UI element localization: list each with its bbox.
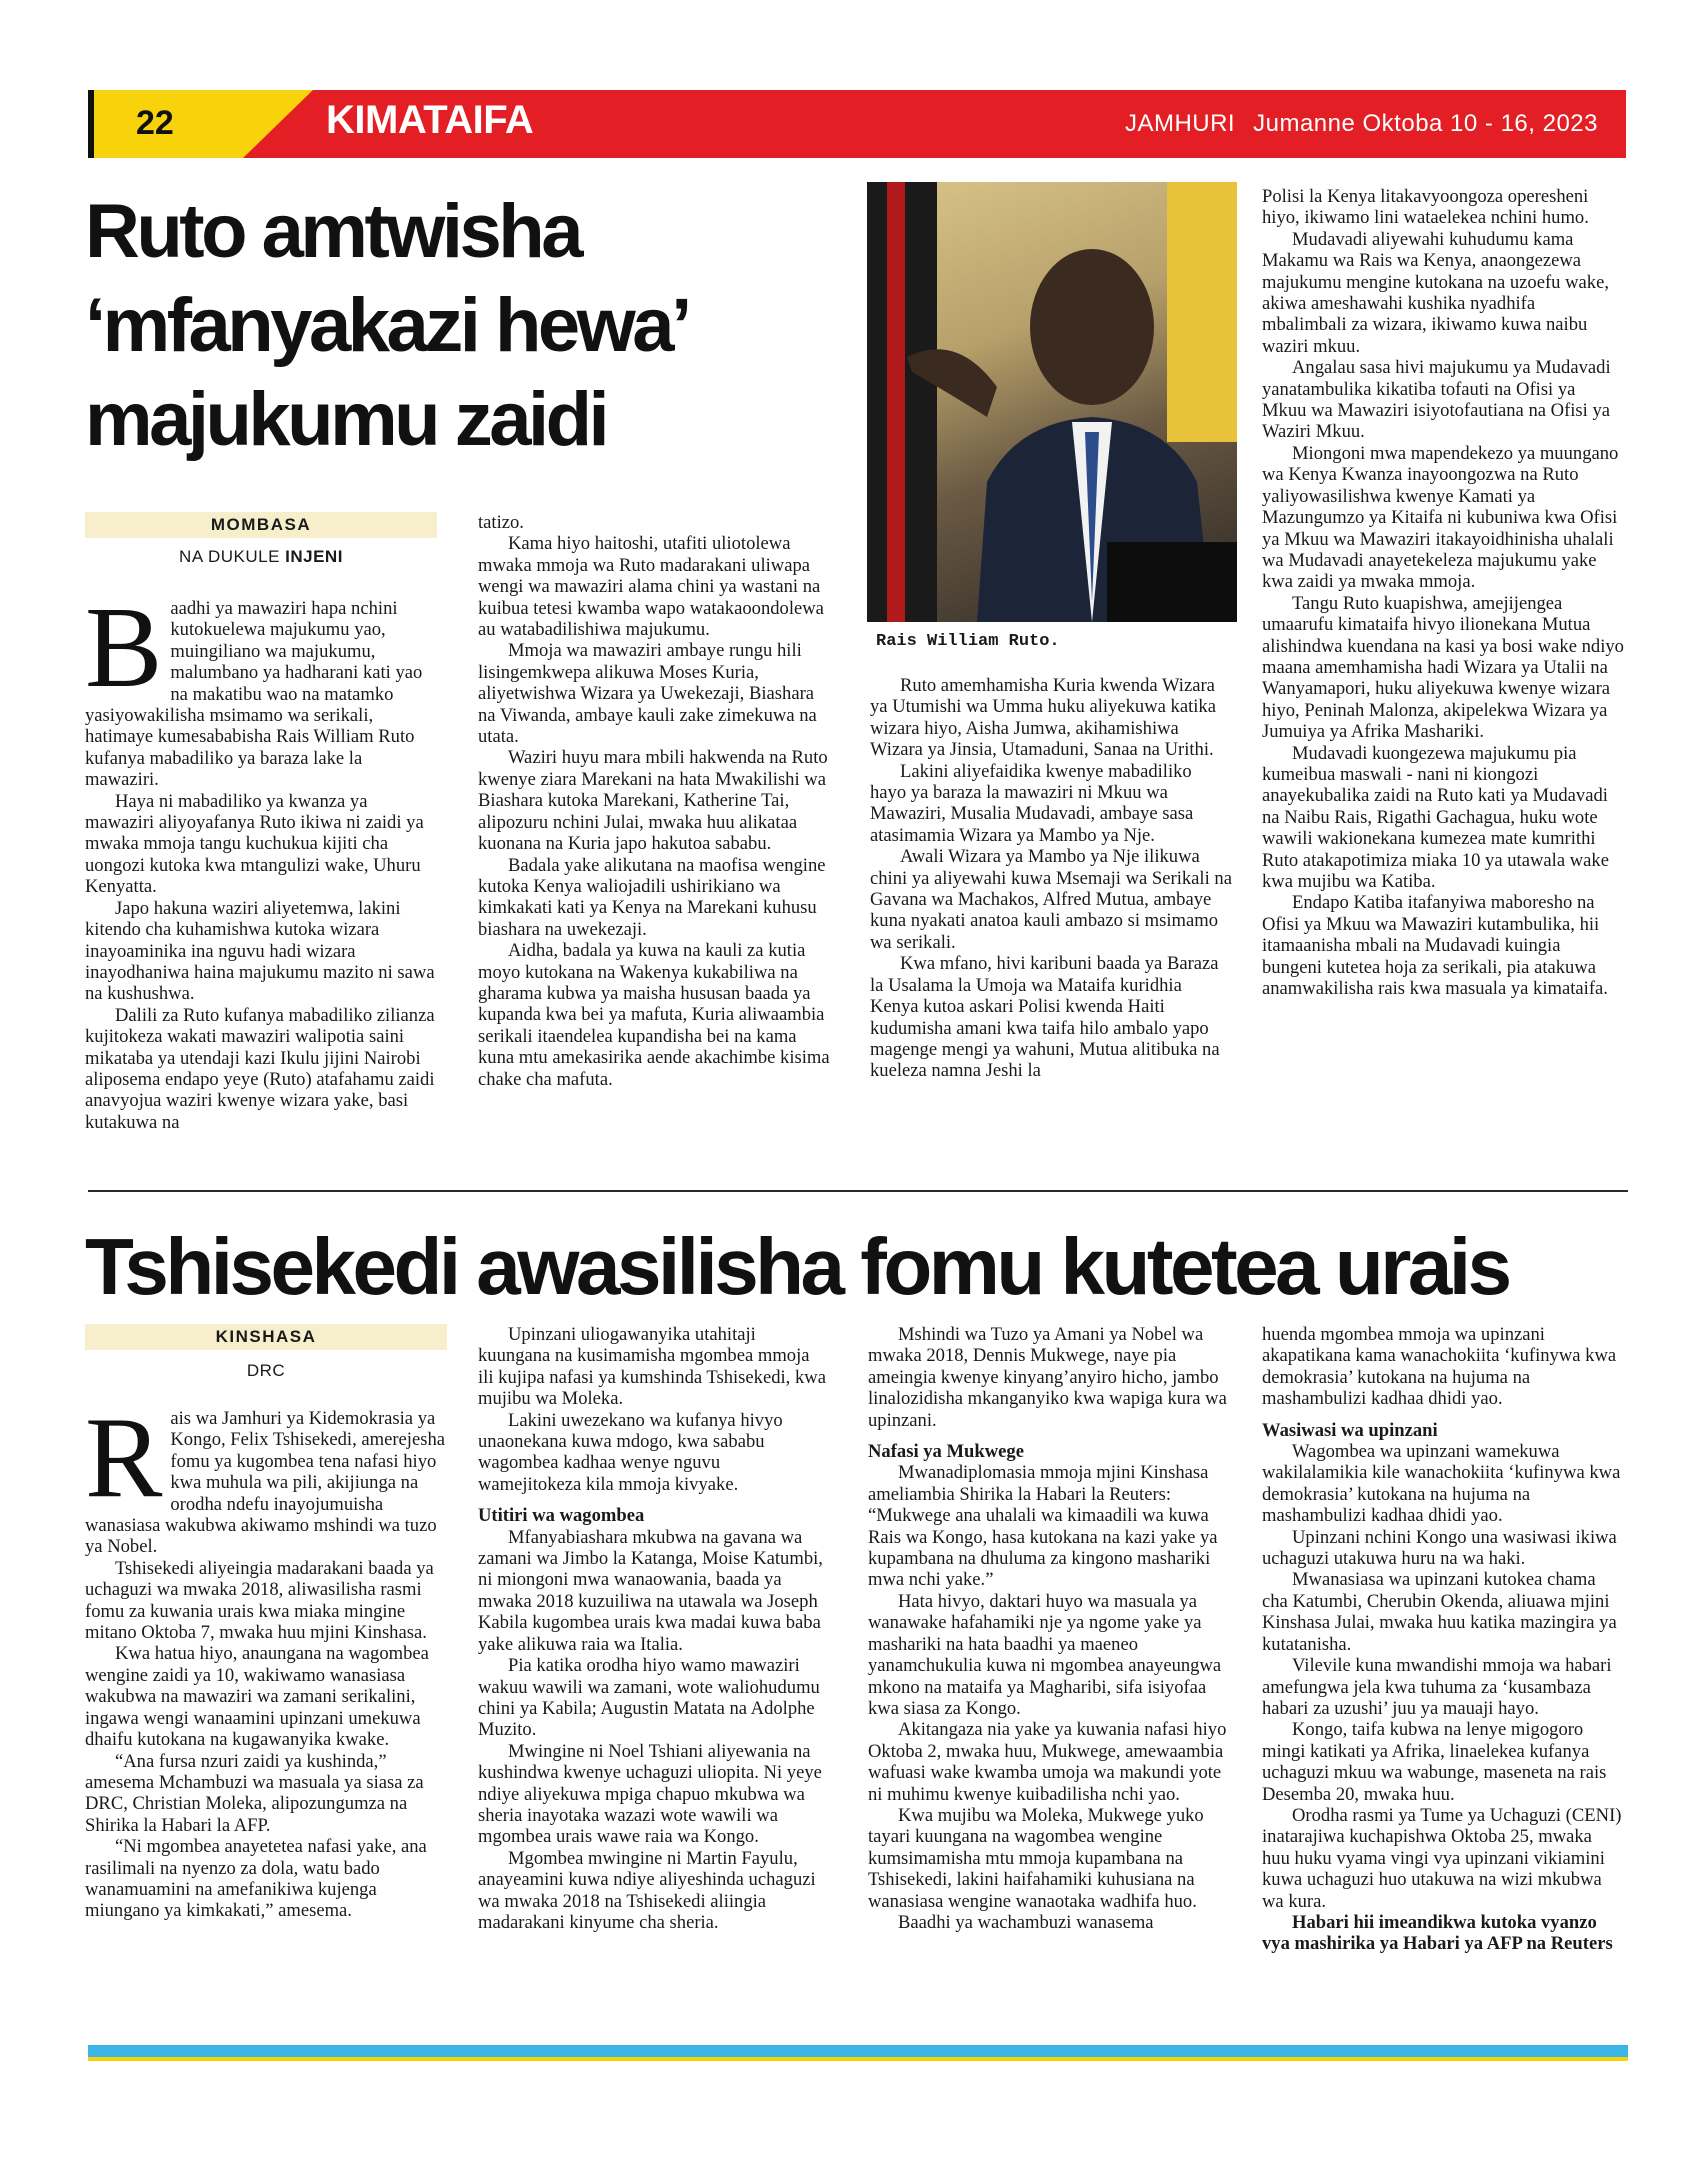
background-gold — [1167, 182, 1237, 442]
footer-bar — [88, 2045, 1628, 2057]
article1-column-4 — [1262, 186, 1624, 999]
flag-red — [887, 182, 905, 622]
paragraph: Miongoni mwa mapendekezo ya muungano wa Kenya Kwanza inayoongozwa na Ruto yaliyowasilishwa kwenye Kamati ya Mazungumzo ya Kitaifa ni kubuniwa kwa Ofisi ya Mkuu wa Mawaziri itakayoidhinisha uhalali wa Mudavadi anayetekeleza majukumu yake kwa zaidi ya mwaka mmoja. — [1262, 442, 1619, 593]
article1-dropcap: B — [85, 584, 163, 712]
paragraph: Upinzani nchini Kongo una wasiwasi ikiwa uchaguzi utakuwa huru na wa haki. — [1262, 1526, 1617, 1570]
subheading: Wasiwasi wa upinzani — [1262, 1419, 1438, 1441]
paragraph: tatizo. — [478, 512, 524, 533]
article2-column-4 — [1262, 1324, 1624, 1955]
paragraph: ais wa Jamhuri ya Kidemokrasia ya Kongo, Felix Tshisekedi, amerejesha fomu ya kugombea tena nafasi hiyo kwa muhula wa pili, akijiunga na orodha ndefu inayojumuisha wanasiasa wakubwa akiwamo mshindi wa tuzo ya Nobel. — [85, 1408, 445, 1558]
portrait-illustration — [867, 182, 1237, 622]
laptop-shape — [1107, 542, 1237, 622]
paragraph: Mudavadi aliyewahi kuhudumu kama Makamu wa Rais wa Kenya, anaongezewa majukumu mengine kutokana na uzoefu wake, akiwa ameshawahi kushika nyadhifa mbalimbali za wizara, ikiwamo kuwa naibu waziri mkuu. — [1262, 228, 1609, 357]
page-header — [88, 90, 1626, 158]
page-number: 22 — [136, 104, 174, 142]
paragraph: Tangu Ruto kuapishwa, amejijengea umaarufu kimataifa hivyo ilionekana Mutua alishindwa kuendana na kasi ya bosi wake ndiyo maana amemhamisha hadi Wizara ya Utalii na Wanyamapori, huku aliyekuwa kwenye wizara hiyo, Peninah Malonza, akipelekwa Wizara ya Jumuiya ya Afrika Mashariki. — [1262, 592, 1624, 743]
paragraph: Mfanyabiashara mkubwa na gavana wa zamani wa Jimbo la Katanga, Moise Katumbi, ni miongoni mwa wanaowania, baada ya mwaka 2018 kuzuiliwa na utawala wa Joseph Kabila kugombea urais kwa madai kuwa baba yake alikuwa raia wa Italia. — [478, 1526, 823, 1655]
source-credit: Habari hii imeandikwa kutoka vyanzo vya mashirika ya Habari ya AFP na Reuters — [1262, 1911, 1613, 1955]
paragraph: Badala yake alikutana na maofisa wengine kutoka Kenya waliojadili ushirikiano wa kimkakati kati ya Kenya na Marekani kuhusu biashara na uwekezaji. — [478, 854, 826, 940]
paragraph: Awali Wizara ya Mambo ya Nje ilikuwa chini ya aliyewahi kuwa Msemaji wa Serikali na Gavana wa Machakos, Alfred Mutua, ambaye kuna nyakati anatoa kauli ambazo si msimamo wa serikali. — [870, 846, 1232, 953]
paragraph: Tshisekedi aliyeingia madarakani baada ya uchaguzi wa mwaka 2018, aliwasilisha rasmi fomu za kuwania urais kwa miaka mingine mitano Oktoba 7, mwaka huu mjini Kinshasa. — [85, 1557, 434, 1644]
paragraph: Polisi la Kenya litakavyoongoza operesheni hiyo, ikiwamo lini wataelekea nchini humo. — [1262, 186, 1589, 229]
author-name: INJENI — [285, 547, 343, 566]
article2-column-2 — [478, 1324, 828, 1933]
paragraph: Endapo Katiba itafanyiwa maboresho na Ofisi ya Mkuu wa Mawaziri kutambulika, hii itamaanisha mbali na Mudavadi kuingia bungeni kutetea hoja za serikali, pia atakuwa anamwakilisha rais kwa masuala ya kimataifa. — [1262, 892, 1608, 1000]
paragraph: Kwa mfano, hivi karibuni baada ya Baraza la Usalama la Umoja wa Mataifa kuridhia Kenya kutoa askari Polisi kwenda Haiti kudumisha amani kwa taifa hilo ambalo yapo magenge mengi ya wahuni, Mutua alitibuka na kueleza namna Jeshi la — [870, 953, 1220, 1082]
paragraph: Kwa hatua hiyo, anaungana na wagombea wengine zaidi ya 10, wakiwamo wanasiasa wakubwa na mawaziri wa zamani serikalini, ingawa wengi wanaamini upinzani umekuwa dhaifu kutokana na kugawanyika kwake. — [85, 1643, 429, 1751]
paragraph: “Ni mgombea anayetetea nafasi yake, ana rasilimali na nyenzo za dola, watu bado wanamuamini na amefanikiwa kujenga miungano ya kimkakati,” amesema. — [85, 1836, 427, 1922]
header-diagonal — [243, 90, 313, 158]
paragraph: Kama hiyo haitoshi, utafiti uliotolewa mwaka mmoja wa Ruto madarakani uliwapa wengi wa mawaziri alama chini ya wastani na kuibua tetesi kwamba wapo watakaoondolewa au watabadilishiwa majukumu. — [478, 533, 824, 641]
paragraph: Baadhi ya wachambuzi wanasema — [898, 1911, 1154, 1933]
article-divider — [88, 1190, 1628, 1192]
article2-location: KINSHASA — [85, 1324, 447, 1350]
paragraph: Lakini uwezekano wa kufanya hivyo unaonekana kuwa mdogo, kwa sababu wagombea kadhaa wenye nguvu wamejitokeza kila mmoja kivyake. — [478, 1409, 783, 1495]
paragraph: Hata hivyo, daktari huyo wa masuala ya wanawake hafahamiki nje ya ngome yake ya mashariki na hata baadhi ya maeneo yanamchukulia kuwa ni mgombea anayeungwa mkono na mataifa ya Magharibi, sifa isiyofaa kwa siasa za Kongo. — [868, 1590, 1222, 1719]
section-title: KIMATAIFA — [326, 98, 534, 142]
paragraph: Mmoja wa mawaziri ambaye rungu hili lisingemkwepa alikuwa Moses Kuria, aliyetwishwa Wizara ya Uwekezaji, Biashara na Viwanda, ambaye kauli zake zimekuwa na utata. — [478, 640, 817, 748]
paragraph: Wagombea wa upinzani wamekuwa wakilalamikia kile wanachokiita ‘kufinywa kwa demokrasia’ kutokana na hujuma na mashambulizi kadhaa dhidi yao. — [1262, 1441, 1621, 1527]
ruto-photo — [867, 182, 1237, 622]
article1-location: MOMBASA — [85, 512, 437, 538]
paragraph: Mwanadiplomasia mmoja mjini Kinshasa ameliambia Shirika la Habari la Reuters: “Mukwege ana uhalali wa kimaadili wa kuwa Rais wa Kongo, hasa kutokana na kazi yake ya kupambana na dhuluma za kingono mashariki mwa nchi yake.” — [868, 1462, 1218, 1591]
paragraph: Akitangaza nia yake ya kuwania nafasi hiyo Oktoba 2, mwaka huu, Mukwege, amewaambia wafuasi wake kwamba umoja wa makundi yote ni muhimu kwenye kuibadilisha nchi yao. — [868, 1719, 1227, 1805]
article2-dropcap: R — [85, 1394, 163, 1522]
paragraph: Mwanasiasa wa upinzani kutokea chama cha Katumbi, Cherubin Okenda, aliuawa mjini Kinshasa Julai, mwaka huu katika mazingira ya kutatanisha. — [1262, 1569, 1617, 1655]
paragraph: Angalau sasa hivi majukumu ya Mudavadi yanatambulika kikatiba tofauti na Ofisi ya Mkuu wa Mawaziri isiyotofautiana na Ofisi ya Waziri Mkuu. — [1262, 357, 1611, 443]
paragraph: Kwa mujibu wa Moleka, Mukwege yuko tayari kuungana na wagombea wengine kumsimamisha mtu mmoja kupambana na Tshisekedi, lakini haifahamiki kuhusiana na wanasiasa wengine wanaotaka wadhifa huo. — [868, 1804, 1204, 1912]
paragraph: Mshindi wa Tuzo ya Amani ya Nobel wa mwaka 2018, Dennis Mukwege, naye pia ameingia kwenye kinyang’anyiro hicho, jambo linalozidisha mkanganyiko kwa wapiga kura wa upinzani. — [868, 1324, 1227, 1431]
publication-info — [1125, 110, 1598, 138]
article2-column-3 — [868, 1324, 1230, 1933]
paragraph: Japo hakuna waziri aliyetemwa, lakini kitendo cha kuhamishwa kutoka wizara inayoaminika ina nguvu hadi wizara inayodhaniwa haina majukumu mazito ni sawa na kushushwa. — [85, 897, 435, 1005]
footer-accent — [88, 2057, 1628, 2061]
paragraph: Mwingine ni Noel Tshiani aliyewania na kushindwa kwenye uchaguzi uliopita. Ni yeye ndiye aliyekuwa mpiga chapuo mkubwa wa sheria inayotaka wazazi wote wawili wa mgombea urais wawe raia wa Kongo. — [478, 1740, 822, 1848]
paragraph: Lakini aliyefaidika kwenye mabadiliko hayo ya baraza la mawaziri ni Mkuu wa Mawaziri, Musalia Mudavadi, ambaye sasa atasimamia Wizara ya Mambo ya Nje. — [870, 760, 1194, 846]
paragraph: “Ana fursa nzuri zaidi ya kushinda,” amesema Mchambuzi wa masuala ya siasa za DRC, Christian Moleka, alipozungumza na Shirika la Habari la AFP. — [85, 1750, 424, 1836]
paragraph: Mudavadi kuongezewa majukumu pia kumeibua maswali - nani ni kiongozi anayekubalika zaidi na Ruto kati ya Mudavadi na Naibu Rais, Rigathi Gachagua, huku wote wawili wakionekana kumezea mate kumrithi Ruto atakapotimiza miaka 10 ya utawala wake kwa mujibu wa Katiba. — [1262, 742, 1609, 892]
paragraph: Pia katika orodha hiyo wamo mawaziri wakuu wawili wa zamani, wote waliohudumu chini ya Kabila; Augustin Matata na Adolphe Muzito. — [478, 1655, 820, 1741]
paragraph: Orodha rasmi ya Tume ya Uchaguzi (CENI) inatarajiwa kuchapishwa Oktoba 25, mwaka huu huku vyama vingi vya upinzani vikiamini kuwa uchaguzi huo utakuwa na wizi mkubwa wa kura. — [1262, 1804, 1622, 1912]
article1-column-1 — [85, 584, 437, 1133]
article2-byline: DRC — [246, 1361, 286, 1380]
issue-date: Jumanne Oktoba 10 - 16, 2023 — [1253, 110, 1598, 137]
paragraph: Mgombea mwingine ni Martin Fayulu, anayeamini kuwa ndiye aliyeshinda uchaguzi wa mwaka 2018 na Tshisekedi aliingia madarakani kinyume cha sheria. — [478, 1847, 816, 1933]
paragraph: Dalili za Ruto kufanya mabadiliko zilianza kujitokeza wakati mawaziri walipotia saini mikataba ya utendaji kazi Ikulu jijini Nairobi aliposema endapo yeye (Ruto) atafahamu zaidi anavyojua waziri kwenye wizara yake, basi kutakuwa na — [85, 1004, 435, 1133]
article1-byline: NA DUKULE INJENI — [179, 547, 343, 566]
article1-column-3 — [870, 675, 1232, 1082]
publication-name: JAMHURI — [1124, 110, 1236, 137]
paragraph: Vilevile kuna mwandishi mmoja wa habari amefungwa jela kwa tuhuma za ‘kusambaza habari za uzushi’ juu ya mauaji hayo. — [1262, 1655, 1612, 1719]
article1-headline: Ruto amtwisha ‘mfanyakazi hewa’ majukumu zaidi — [85, 189, 685, 462]
article2-column-1 — [85, 1394, 447, 1922]
head-shape — [1030, 249, 1154, 405]
subheading: Utitiri wa wagombea — [478, 1505, 645, 1527]
paragraph: huenda mgombea mmoja wa upinzani akapatikana kama wanachokiita ‘kufinywa kwa demokrasia’ kutokana na hujuma na mashambulizi kadhaa dhidi yao. — [1262, 1324, 1617, 1410]
article2-headline: Tshisekedi awasilisha fomu kutetea urais — [85, 1222, 1509, 1311]
paragraph: Aidha, badala ya kuwa na kauli za kutia moyo kutokana na Wakenya kukabiliwa na gharama kubwa ya maisha hususan baada ya kupanda kwa bei ya mafuta, Kuria aliwaambia serikali itaendelea kupandisha bei na kama kuna mtu amekasirika aende akachimbe kisima chake cha mafuta. — [478, 940, 830, 1090]
paragraph: Kongo, taifa kubwa na lenye migogoro mingi katikati ya Afrika, linaelekea kufanya uchaguzi mkuu wa wabunge, maseneta na rais Desemba 20, mwaka huu. — [1262, 1719, 1607, 1805]
photo-caption: Rais William Ruto. — [876, 632, 1060, 651]
paragraph: Ruto amemhamisha Kuria kwenda Wizara ya Utumishi wa Umma huku aliyekuwa katika wizara hiyo, Aisha Jumwa, akihamishiwa Wizara ya Jinsia, Utamaduni, Sanaa na Urithi. — [870, 675, 1216, 761]
article1-column-2 — [478, 512, 830, 1090]
paragraph: Waziri huyu mara mbili hakwenda na Ruto kwenye ziara Marekani na hata Mwakilishi wa Biashara kutoka Marekani, Katherine Tai, alipozuru nchini Julai, mwaka huu alikataa kuonana na Kuria japo hakutoa sababu. — [478, 747, 828, 855]
paragraph: Upinzani uliogawanyika utahitaji kuungana na kusimamisha mgombea mmoja ili kujipa nafasi ya kumshinda Tshisekedi, kwa mujibu wa Moleka. — [478, 1324, 826, 1410]
paragraph: Haya ni mabadiliko ya kwanza ya mawaziri aliyoyafanya Ruto ikiwa ni zaidi ya mwaka mmoja tangu kuchukua kijiti cha uongozi kutoka kwa mtangulizi wake, Uhuru Kenyatta. — [85, 790, 424, 898]
subheading: Nafasi ya Mukwege — [868, 1441, 1024, 1463]
paragraph: aadhi ya mawaziri hapa nchini kutokuelewa majukumu yao, muingiliano wa majukumu, malumbano ya hadharani kati yao na makatibu wao na matamko yasiyowakilisha msimamo wa serikali, hatimaye kumesababisha Rais William Ruto kufanya mabadiliko ya baraza lake la mawaziri. — [85, 598, 423, 791]
page-number-box — [88, 90, 243, 158]
